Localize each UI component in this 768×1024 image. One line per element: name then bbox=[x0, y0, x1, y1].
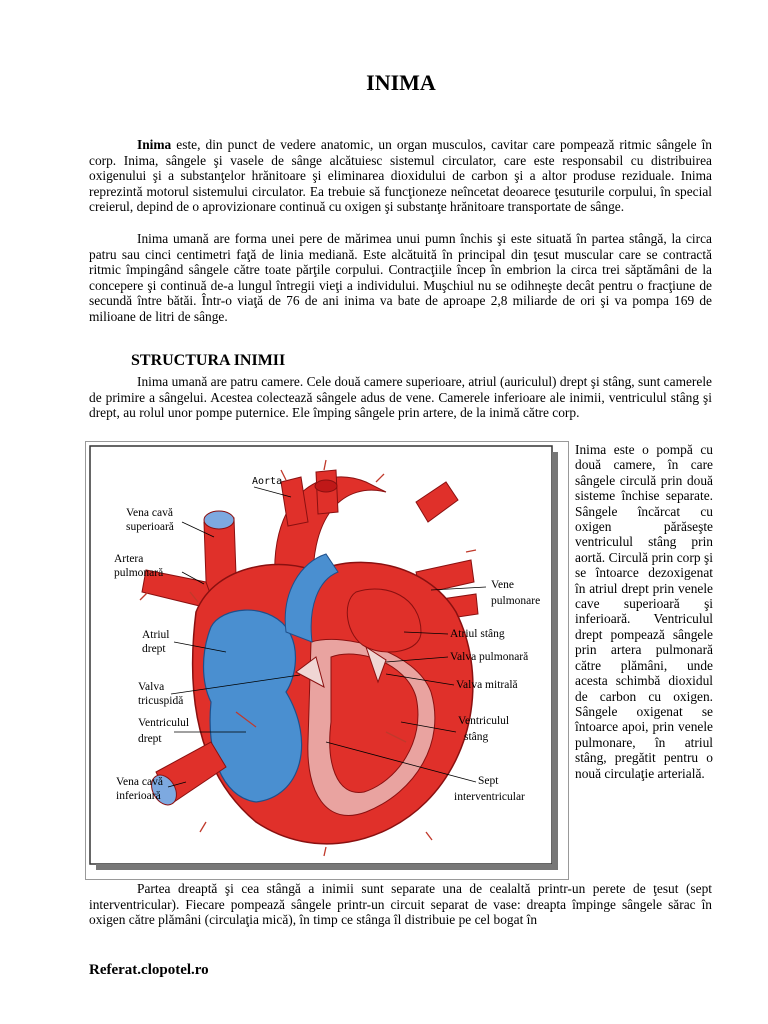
label-vent-drept-1: Ventriculul bbox=[138, 717, 190, 729]
label-vena-cava-sup-2: superioară bbox=[126, 521, 174, 533]
label-vent-drept-2: drept bbox=[138, 733, 162, 745]
label-vena-cava-inf-1: Vena cavă bbox=[116, 776, 163, 788]
label-valva-pulmonara: Valva pulmonară bbox=[450, 651, 529, 663]
label-artera-2: pulmonară bbox=[114, 567, 164, 579]
side-description: Inima este o pompă cu două camere, în care sângele circulă prin două sisteme închise separate. Sângele încărcat cu oxigen părăseşte ventriculul stâng prin aortă. Circulă prin corp şi se întoarce dezoxigenat în atriul drept prin venele cave superioară şi inferioară. Ventriculul drept pompează sângele prin artera pulmonară către plămâni, unde acesta schimbă dioxidul de carbon cu oxigen. Sângele oxigenat se întoarce apoi, prin venele pulmonare, în atriul stâng, pregătit pentru o nouă circulaţie arterială. bbox=[575, 442, 713, 781]
label-artera-1: Artera bbox=[114, 553, 144, 565]
intro-paragraph-2 bbox=[89, 231, 712, 325]
label-vene-2: pulmonare bbox=[491, 595, 541, 607]
page-title: INIMA bbox=[366, 70, 436, 95]
structure-heading: STRUCTURA INIMII bbox=[131, 352, 286, 369]
label-valva-tric-2: tricuspidă bbox=[138, 695, 184, 707]
structure-paragraph bbox=[89, 374, 712, 421]
superior-vena-cava-opening bbox=[204, 511, 234, 529]
label-sept-2: interventricular bbox=[454, 791, 525, 803]
intro-paragraph-2-text: Inima umană are forma unei pere de mărimea unui pumn închis şi este situată în partea stângă, la circa patru sau cinci centimetri faţă de linia mediană. Este alcătuită în principal din ţesut muscular care se contractă ritmic împingând sângele către toate părţile corpului. Contracţiile încep în embrion la circa trei săptămâni de la concepere şi continuă de-a lungul întregii vieţi a individului. Muşchiul nu se odihneşte decât pentru o fracţiune de secundă între bătăi. Într-o viaţă de 76 de ani inima va bate de aproape 2,8 miliarde de ori şi va pompa 169 de milioane de litri de sânge. bbox=[89, 231, 712, 324]
heart-illustration bbox=[86, 442, 570, 881]
label-vene-1: Vene bbox=[491, 579, 514, 591]
label-vena-cava-sup-1: Vena cavă bbox=[126, 507, 173, 519]
label-atriul-drept-1: Atriul bbox=[142, 629, 170, 641]
label-vent-stang-2: stâng bbox=[464, 731, 489, 743]
label-vena-cava-inf-2: inferioară bbox=[116, 790, 161, 802]
label-atriul-stang: Atriul stâng bbox=[450, 628, 505, 640]
aorta-branch-opening bbox=[315, 480, 337, 492]
footer-source: Referat.clopotel.ro bbox=[89, 962, 209, 978]
label-valva-mitrala: Valva mitrală bbox=[456, 679, 518, 691]
closing-paragraph bbox=[89, 881, 712, 928]
structure-paragraph-text: Inima umană are patru camere. Cele două camere superioare, atriul (auriculul) drept şi stâng, sunt camerele de primire a sângelui. Acestea colectează sângele adus de vene. Camerele inferioare ale inimii, ventriculul stâng şi drept, au rolul unor pompe puternice. Ele împing sângele prin artere, de la inimă către corp. bbox=[89, 374, 712, 421]
label-valva-tric-1: Valva bbox=[138, 681, 165, 693]
intro-lead-word: Inima bbox=[137, 137, 172, 152]
heart-diagram bbox=[85, 441, 569, 880]
label-aorta: Aorta bbox=[252, 476, 283, 487]
label-vent-stang-1: Ventriculul bbox=[458, 715, 510, 727]
diagram-shadow-bottom bbox=[96, 864, 554, 870]
closing-paragraph-text: Partea dreaptă şi cea stângă a inimii sunt separate una de cealaltă printr-un perete de ţesut (sept interventricular). Fiecare pompează sângele printr-un circuit separat de vase: dreapta împinge sângele sărac în oxigen către plămâni (circulaţia mică), în timp ce stânga îl distribuie pe cel bogat în bbox=[89, 881, 712, 928]
diagram-shadow-right bbox=[552, 452, 558, 870]
label-sept-1: Sept bbox=[478, 775, 499, 787]
label-atriul-drept-2: drept bbox=[142, 643, 166, 655]
intro-paragraph-1 bbox=[89, 137, 712, 215]
intro-paragraph-1-text: este, din punct de vedere anatomic, un organ musculos, cavitar care pompează ritmic sângele în corp. Inima, sângele şi vasele de sânge alcătuiesc sistemul circulator, care este responsabil cu distribuirea oxigenului şi a substanţelor hrănitoare şi eliminarea dioxidului de carbon şi a altor produse reziduale. Inima reprezintă motorul sistemului circulator. Ea trebuie să funcţioneze neîncetat deoarece ţesuturile corpului, în special creierul, depind de o aprovizionare continuă cu oxigen şi substanţe hrănitoare transportate de sânge. bbox=[89, 137, 712, 215]
